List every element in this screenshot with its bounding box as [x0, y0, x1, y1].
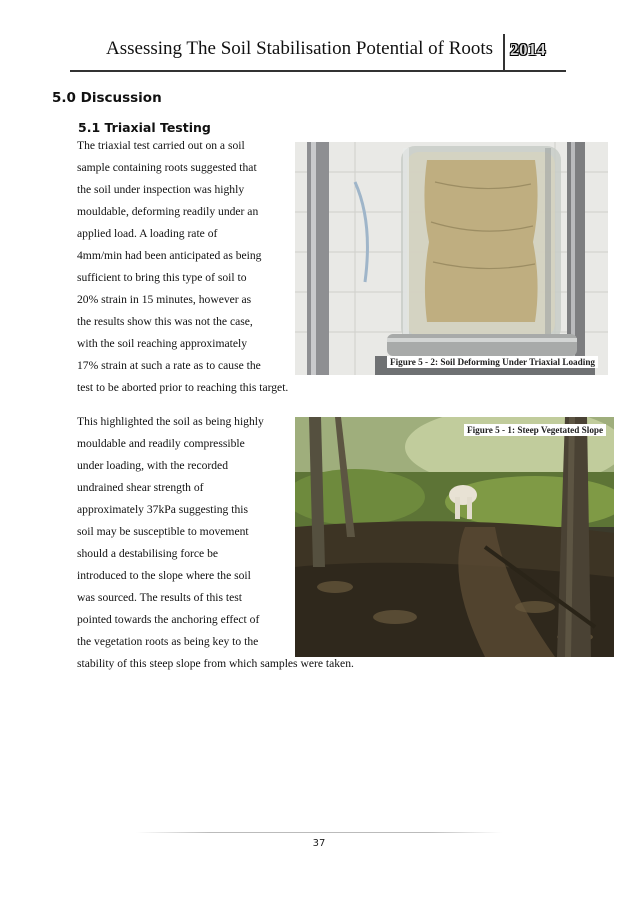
- text-line: mouldable, deforming readily under an: [77, 205, 259, 218]
- text-line: stability of this steep slope from which samples were taken.: [77, 657, 354, 670]
- text-line: test to be aborted prior to reaching this target.: [77, 381, 289, 394]
- figure-caption-triaxial: Figure 5 - 2: Soil Deforming Under Triaxial Loading: [387, 356, 598, 368]
- text-line: 17% strain at such a rate as to cause the: [77, 359, 261, 372]
- figure-caption-slope: Figure 5 - 1: Steep Vegetated Slope: [464, 424, 606, 436]
- text-line: the vegetation roots as being key to the: [77, 635, 259, 648]
- text-line: 20% strain in 15 minutes, however as: [77, 293, 252, 306]
- triaxial-test-photo: [295, 142, 608, 375]
- text-line: the soil under inspection was highly: [77, 183, 245, 196]
- vegetated-slope-photo: [295, 417, 614, 657]
- text-line: was sourced. The results of this test: [77, 591, 242, 604]
- running-header-year: 2014: [510, 40, 546, 59]
- subsection-heading: 5.1 Triaxial Testing: [78, 120, 211, 135]
- text-line: This highlighted the soil as being highly: [77, 415, 264, 428]
- text-line: introduced to the slope where the soil: [77, 569, 251, 582]
- text-line: applied load. A loading rate of: [77, 227, 218, 240]
- paragraph-triaxial: [77, 135, 288, 399]
- text-line: approximately 37kPa suggesting this: [77, 503, 248, 516]
- text-line: with the soil reaching approximately: [77, 337, 247, 350]
- text-line: should a destabilising force be: [77, 547, 219, 560]
- text-line: pointed towards the anchoring effect of: [77, 613, 260, 626]
- running-header-title: Assessing The Soil Stabilisation Potential of Roots: [106, 38, 494, 59]
- text-line: the results show this was not the case,: [77, 315, 253, 328]
- text-line: mouldable and readily compressible: [77, 437, 245, 450]
- text-line: sample containing roots suggested that: [77, 161, 257, 174]
- header-divider: [503, 34, 505, 72]
- footer-rule: [136, 832, 502, 833]
- text-line: under loading, with the recorded: [77, 459, 228, 472]
- header-rule: [70, 70, 566, 72]
- text-line: undrained shear strength of: [77, 481, 204, 494]
- text-line: soil may be susceptible to movement: [77, 525, 249, 538]
- section-heading: 5.0 Discussion: [52, 90, 162, 106]
- text-line: sufficient to bring this type of soil to: [77, 271, 247, 284]
- text-line: The triaxial test carried out on a soil: [77, 139, 245, 152]
- text-line: 4mm/min had been anticipated as being: [77, 249, 262, 262]
- page-number: 37: [312, 838, 326, 849]
